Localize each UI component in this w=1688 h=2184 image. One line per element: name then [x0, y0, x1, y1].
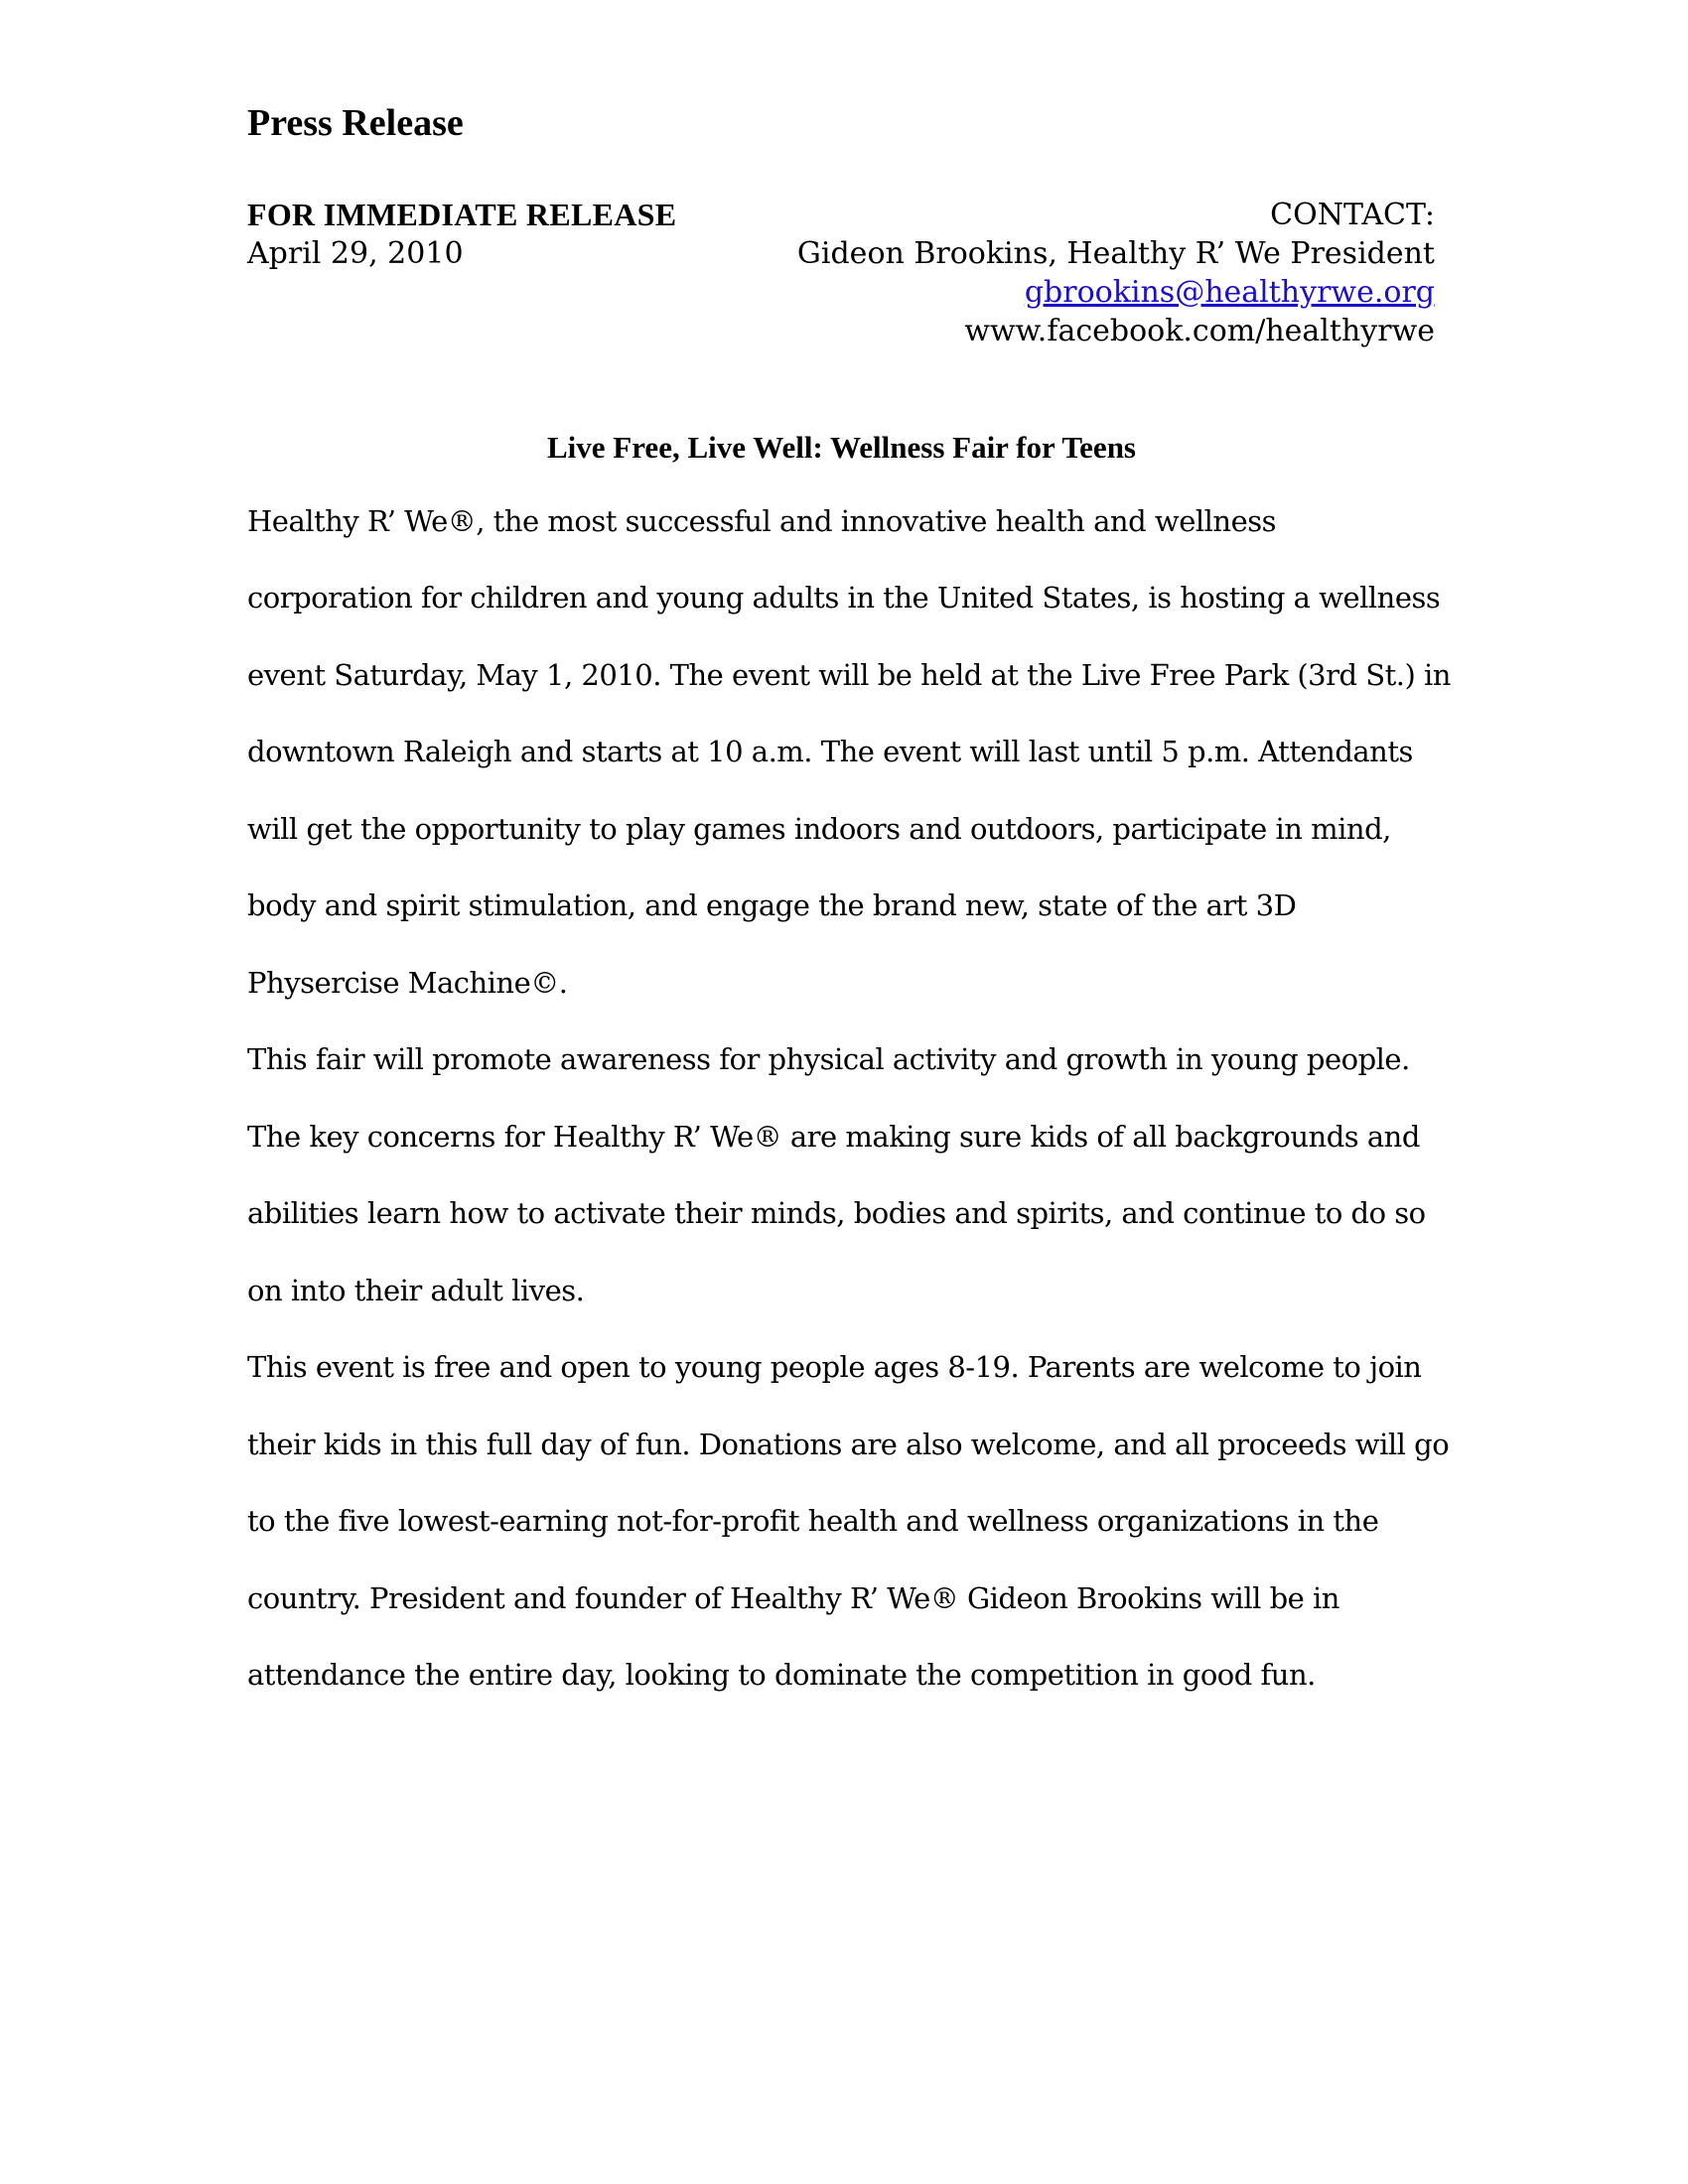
body-line: event Saturday, May 1, 2010. The event will be held at the Live Free Park (3rd St.) in	[247, 658, 1451, 692]
contact-block	[720, 196, 1435, 350]
headline: Live Free, Live Well: Wellness Fair for Teens	[547, 430, 1136, 465]
body-line: The key concerns for Healthy R’ We® are making sure kids of all backgrounds and	[247, 1120, 1420, 1154]
body-line: abilities learn how to activate their minds, bodies and spirits, and continue to do so	[247, 1196, 1426, 1230]
body-line: on into their adult lives.	[247, 1274, 585, 1307]
body-line: their kids in this full day of fun. Donations are also welcome, and all proceeds will go	[247, 1428, 1450, 1461]
body-line: downtown Raleigh and starts at 10 a.m. The event will last until 5 p.m. Attendants	[247, 735, 1413, 768]
release-label: FOR IMMEDIATE RELEASE	[247, 197, 677, 232]
body-line: This fair will promote awareness for physical activity and growth in young people.	[247, 1042, 1410, 1076]
body-line: Physercise Machine©.	[247, 966, 568, 1000]
body-line: country. President and founder of Healthy R’ We® Gideon Brookins will be in	[247, 1581, 1339, 1615]
release-date: April 29, 2010	[247, 236, 464, 271]
body-line: will get the opportunity to play games indoors and outdoors, participate in mind,	[247, 812, 1391, 846]
page-title: Press Release	[247, 102, 464, 144]
contact-website: www.facebook.com/healthyrwe	[964, 314, 1435, 348]
contact-name: Gideon Brookins, Healthy R’ We President	[796, 236, 1435, 271]
contact-email-link[interactable]: gbrookins@healthyrwe.org	[1024, 275, 1435, 310]
body-line: attendance the entire day, looking to dominate the competition in good fun.	[247, 1658, 1316, 1692]
body-line: to the five lowest-earning not-for-profit health and wellness organizations in the	[247, 1504, 1379, 1538]
body-line: body and spirit stimulation, and engage the brand new, state of the art 3D	[247, 888, 1297, 922]
contact-label: CONTACT:	[1270, 198, 1435, 232]
body-line: corporation for children and young adults in the United States, is hosting a wellness	[247, 581, 1441, 614]
body-line: This event is free and open to young people ages 8-19. Parents are welcome to join	[247, 1350, 1422, 1384]
body-line: Healthy R’ We®, the most successful and innovative health and wellness	[247, 504, 1277, 538]
